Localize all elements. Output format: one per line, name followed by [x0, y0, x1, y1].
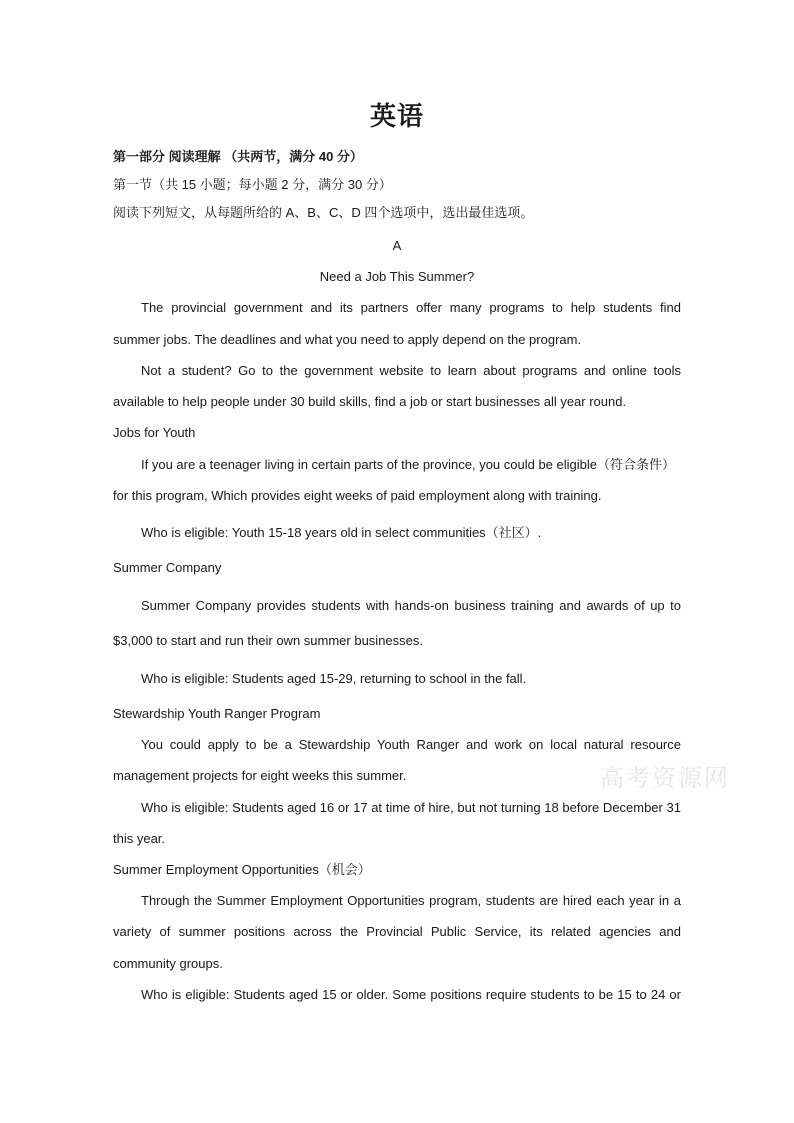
program-desc-line: community groups. — [113, 956, 223, 971]
program-heading: Summer Company — [113, 560, 222, 575]
program-desc-line: Summer Company provides students with hands-on business training and awards of up to — [141, 598, 681, 613]
passage-title: Need a Job This Summer? — [319, 269, 475, 284]
program-heading: Summer Employment Opportunities（机会） — [113, 862, 371, 877]
program-desc-line: If you are a teenager living in certain parts of the province, you could be eligible（符合条件） — [141, 457, 675, 472]
program-desc-line: Through the Summer Employment Opportunities program, students are hired each year in a — [141, 893, 681, 908]
passage-letter: A — [392, 238, 402, 253]
program-eligibility: Who is eligible: Students aged 15 or older. Some positions require students to be 15 to 24 or — [141, 987, 681, 1002]
instructions: 阅读下列短文，从每题所给的 A、B、C、D 四个选项中，选出最佳选项。 — [113, 205, 534, 220]
program-eligibility: Who is eligible: Students aged 16 or 17 at time of hire, but not turning 18 before December 31 — [141, 800, 681, 815]
program-eligibility: Who is eligible: Students aged 15-29, returning to school in the fall. — [141, 671, 527, 686]
section-heading: 第一节（共 15 小题；每小题 2 分，满分 30 分） — [113, 177, 392, 192]
part-heading: 第一部分 阅读理解 （共两节，满分 40 分） — [113, 149, 363, 164]
intro-paragraph-2-line-1: Not a student? Go to the government website to learn about programs and online tools — [141, 363, 681, 378]
program-eligibility-continued: this year. — [113, 831, 166, 846]
program-eligibility: Who is eligible: Youth 15-18 years old in select communities（社区）. — [141, 525, 542, 540]
program-desc-line: management projects for eight weeks this summer. — [113, 768, 407, 783]
program-desc-line: for this program, Which provides eight weeks of paid employment along with training. — [113, 488, 602, 503]
intro-paragraph-1-line-1: The provincial government and its partners offer many programs to help students find — [141, 300, 681, 315]
program-desc-line: variety of summer positions across the Provincial Public Service, its related agencies and — [113, 924, 681, 939]
program-desc-line: $3,000 to start and run their own summer businesses. — [113, 633, 423, 648]
program-heading: Stewardship Youth Ranger Program — [113, 706, 321, 721]
intro-paragraph-1-line-2: summer jobs. The deadlines and what you need to apply depend on the program. — [113, 332, 582, 347]
watermark: 高考资源网 — [600, 764, 730, 792]
page-title: 英语 — [369, 102, 424, 132]
intro-paragraph-2-line-2: available to help people under 30 build skills, find a job or start businesses all year round. — [113, 394, 627, 409]
program-heading: Jobs for Youth — [113, 425, 196, 440]
program-desc-line: You could apply to be a Stewardship Youth Ranger and work on local natural resource — [141, 737, 681, 752]
